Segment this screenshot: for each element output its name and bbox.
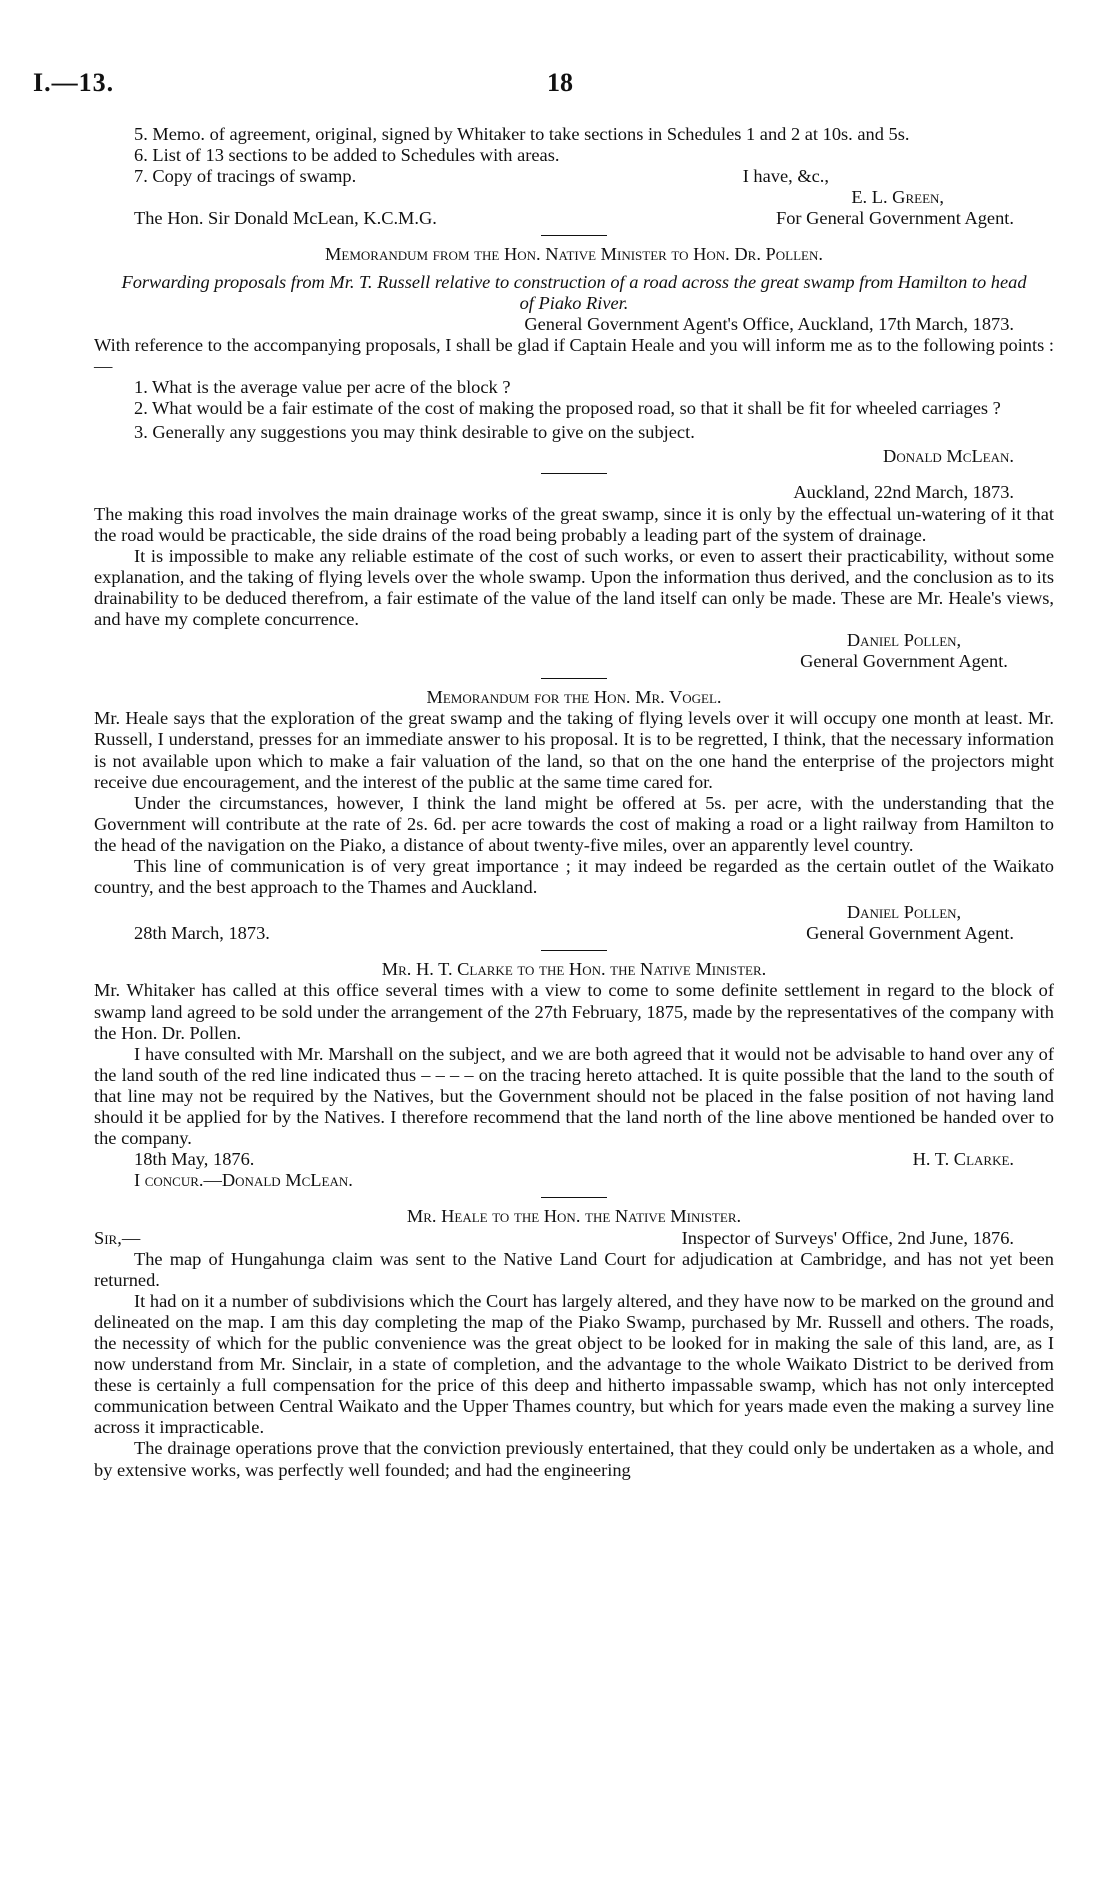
- section-divider: [541, 1197, 607, 1198]
- section-divider: [541, 235, 607, 236]
- memo-point: 1. What is the average value per acre of the block ?: [134, 377, 511, 398]
- section-divider: [541, 950, 607, 951]
- page-number: 18: [547, 68, 573, 97]
- memo-heading: Memorandum for the Hon. Mr. Vogel.: [426, 687, 722, 708]
- paragraph: The drainage operations prove that the conviction previously entertained, that they could only be undertaken as a whole, and by extensive works, was perfectly well founded; and had the engineering: [94, 1438, 1054, 1480]
- letter-closing: I have, &c.,: [742, 166, 829, 187]
- memo-heading: Memorandum from the Hon. Native Minister to Hon. Dr. Pollen.: [325, 244, 823, 265]
- signatory-name: Daniel Pollen,: [846, 630, 962, 651]
- date-title-row: [94, 923, 1054, 944]
- paragraph: Mr. Heale says that the exploration of the great swamp and the taking of flying levels over it will occupy one month at least. Mr. Russell, I understand, presses for an immediate answer to his proposal. It is to be regretted, I think, that the necessary information is not available upon which to make a fair valuation of the land, so that on the one hand the enterprise of the projectors might receive due encouragement, and the interest of the public at the same time cared for.: [94, 708, 1054, 792]
- dateline: Auckland, 22nd March, 1873.: [793, 482, 1014, 503]
- paragraph: Under the circumstances, however, I think the land might be offered at 5s. per acre, with the understanding that the Government will contribute at the rate of 2s. 6d. per acre towards the cost of making a road or a light railway from Hamilton to the head of the navigation on the Piako, a distance of about twenty-five miles, over an apparently level country.: [94, 792, 1054, 855]
- enclosure-item: 5. Memo. of agreement, original, signed by Whitaker to take sections in Schedules 1 and 2 at 10s. and 5s.: [134, 124, 910, 144]
- dateline: Inspector of Surveys' Office, 2nd June, 1876.: [681, 1227, 1014, 1248]
- signature-block: [754, 630, 1054, 672]
- page-body: [94, 124, 1054, 1481]
- paragraph: I have consulted with Mr. Marshall on the subject, and we are both agreed that it would not be advisable to hand over any of the land south of the red line indicated thus – – – – on the tracing hereto attached. It is quite possible that the land to the south of that line may not be required by the Natives, but the Government should not be placed in the false position of not having land should it be applied for by the Natives. I therefore recommend that the land north of the line above mentioned be handed over to the company.: [94, 1043, 1054, 1149]
- signatory-title: For General Government Agent.: [776, 208, 1014, 229]
- salutation-row: [94, 1228, 1054, 1249]
- letter-date: 18th May, 1876.: [134, 1149, 255, 1170]
- concurrence: I concur.—Donald McLean.: [134, 1170, 353, 1191]
- signatory-name: H. T. Clarke.: [912, 1149, 1014, 1170]
- salutation: Sir,—: [94, 1227, 141, 1248]
- addressee-row: [94, 208, 1054, 229]
- memo-point: 3. Generally any suggestions you may think desirable to give on the subject.: [134, 422, 695, 443]
- date-signature-row: [94, 1149, 1054, 1170]
- addressee: The Hon. Sir Donald McLean, K.C.M.G.: [134, 208, 437, 229]
- paragraph: The map of Hungahunga claim was sent to the Native Land Court for adjudication at Cambridge, and has not yet been returned.: [94, 1248, 1054, 1290]
- paragraph: Mr. Whitaker has called at this office several times with a view to come to some definite settlement in regard to the block of swamp land agreed to be sold under the arrangement of the 27th February, 1875, made by the representatives of the company with the Hon. Dr. Pollen.: [94, 980, 1054, 1043]
- enclosure-item: 6. List of 13 sections to be added to Schedules with areas.: [134, 145, 560, 166]
- letter-heading: Mr. Heale to the Hon. the Native Minister.: [406, 1206, 742, 1227]
- section-divider: [541, 473, 607, 474]
- dateline: General Government Agent's Office, Auckland, 17th March, 1873.: [524, 313, 1014, 334]
- paragraph: The making this road involves the main drainage works of the great swamp, since it is only by the effectual un-watering of it that the road would be practicable, the side drains of the road being probably a leading part of the system of drainage.: [94, 503, 1054, 545]
- enclosure-item: 7. Copy of tracings of swamp.: [134, 166, 357, 187]
- paragraph: It had on it a number of subdivisions which the Court has largely altered, and they have now to be marked on the ground and delineated on the map. I am this day completing the map of the Piako Swamp, purchased by Mr. Russell and others. The roads, the necessity of which for the public convenience was the great object to be looked for in making the sale of this land, are, as I now understand from Mr. Sinclair, in a state of completion, and the advantage to the whole Waikato District to be derived from these is certainly a full compensation for the price of this deep and hitherto impassable swamp, which has not only intercepted communication between Central Waikato and the Upper Thames country, but which for years made even the making a survey line across it impracticable.: [94, 1290, 1054, 1438]
- section-divider: [541, 678, 607, 679]
- signatory-title: General Government Agent.: [806, 923, 1014, 944]
- signatory-name: E. L. Green,: [851, 187, 944, 208]
- paragraph: This line of communication is of very great importance ; it may indeed be regarded as the certain outlet of the Waikato country, and the best approach to the Thames and Auckland.: [94, 856, 1054, 898]
- paper-reference: I.—13.: [33, 68, 115, 97]
- memo-date: 28th March, 1873.: [134, 923, 270, 944]
- page-header: [33, 68, 1068, 102]
- memo-subheading: Forwarding proposals from Mr. T. Russell relative to construction of a road across the great swamp from Hamilton to head of Piako River.: [121, 271, 1027, 313]
- signature-block: [754, 902, 1054, 923]
- paragraph: It is impossible to make any reliable estimate of the cost of such works, or even to assert their practicability, without some explanation, and the taking of flying levels over the whole swamp. Upon the information thus derived, and the conclusion as to its drainability to be deduced therefrom, a fair estimate of the value of the land itself can only be made. These are Mr. Heale's views, and have my complete concurrence.: [94, 545, 1054, 629]
- enclosure-closing-row: [94, 166, 1054, 187]
- signature: Donald McLean.: [883, 446, 1014, 467]
- signatory-name: Daniel Pollen,: [846, 902, 962, 923]
- signatory-title: General Government Agent.: [800, 651, 1008, 672]
- memo-intro: With reference to the accompanying proposals, I shall be glad if Captain Heale and you will inform me as to the following points :—: [94, 334, 1054, 376]
- letter-heading: Mr. H. T. Clarke to the Hon. the Native Minister.: [381, 959, 767, 980]
- memo-point: 2. What would be a fair estimate of the cost of making the proposed road, so that it shall be fit for wheeled carriages ?: [134, 398, 1001, 419]
